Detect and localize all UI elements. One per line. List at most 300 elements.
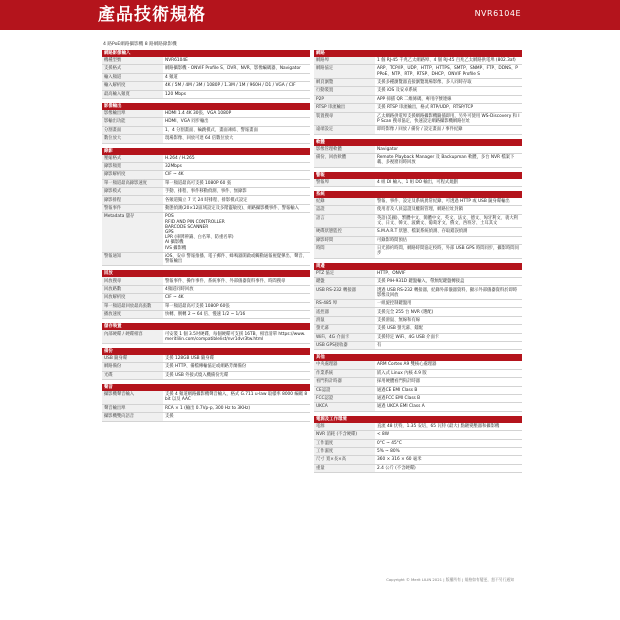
spec-value [163, 286, 310, 293]
header-bar [0, 0, 620, 30]
section-heading: 軟體 [314, 139, 522, 146]
spec-value-line: 動態偵測(20×12區域設定及多階靈敏度)、網路攝影機事件、警報輸入 [165, 205, 299, 211]
spec-row [314, 342, 522, 350]
spec-value-line: 支援特定 WiFi、4G USB 介面卡 [377, 334, 440, 340]
spec-label: 支援格式 [102, 65, 163, 72]
spec-label: 警報通知 [102, 253, 163, 266]
spec-label: 回放搜尋 [102, 277, 163, 284]
spec-row [314, 325, 522, 333]
spec-value [163, 171, 310, 178]
spec-value [375, 456, 522, 463]
spec-value [375, 325, 522, 332]
spec-row [102, 74, 310, 82]
spec-label: 輸入解析度 [102, 82, 163, 89]
spec-label: USB 隨身碟 [102, 355, 163, 362]
spec-value [163, 91, 310, 98]
spec-value-line: ARM Cortex A9 雙核心處理器 [377, 362, 437, 368]
spec-label: 輸入頻道 [102, 74, 163, 81]
section-heading: 儲存裝置 [102, 323, 310, 330]
section-heading: 網路影像輸入 [102, 50, 310, 57]
spec-value [375, 403, 522, 410]
spec-row [102, 196, 310, 204]
spec-label: 螢光幕 [314, 325, 375, 332]
spec-label: 硬碟狀態監控 [314, 228, 375, 235]
spec-value [163, 110, 310, 117]
spec-label: WiFi、4G 介面卡 [314, 334, 375, 341]
spec-section [314, 172, 522, 187]
spec-label: 壓縮格式 [102, 155, 163, 162]
spec-value-line: H.264 / H.265 [165, 155, 195, 161]
spec-row [102, 391, 310, 405]
spec-value [163, 355, 310, 362]
spec-section [314, 263, 522, 351]
spec-value-line: 4頻道同時回放 [165, 286, 194, 292]
spec-value [163, 253, 310, 266]
section-heading: 錄影 [102, 148, 310, 155]
spec-row [314, 278, 522, 286]
section-heading: 其他 [314, 354, 522, 361]
spec-label: 機種型號 [102, 57, 163, 64]
section-heading: 網路 [314, 50, 522, 57]
spec-label: 行動裝置 [314, 87, 375, 94]
spec-value [163, 127, 310, 134]
spec-label: USB RS-232 轉接器 [314, 286, 375, 299]
spec-value-line: 通過 UKCA EMI Class A [377, 404, 425, 410]
spec-label: RTSP 串流輸出 [314, 104, 375, 111]
section-heading: 系統 [314, 191, 522, 198]
spec-value [163, 135, 310, 142]
spec-value-line: 嵌入式 Linux 內核 4.9 版 [377, 370, 427, 376]
spec-value-line: 支援 128GB USB 隨身碟 [165, 356, 214, 362]
spec-value [163, 155, 310, 162]
spec-value [375, 126, 522, 133]
spec-label: 回放解析度 [102, 294, 163, 301]
spec-value [163, 74, 310, 81]
spec-label: 分割畫面 [102, 127, 163, 134]
spec-row [314, 440, 522, 448]
spec-value [375, 179, 522, 186]
spec-row [102, 311, 310, 319]
spec-label: 尺寸 寬×長×高 [314, 456, 375, 463]
spec-row [314, 228, 522, 236]
spec-value-line: 直流 48 伏特，1.35 安培，65 瓦特 (最大) 點鏈變壓器和攝影機 [377, 423, 500, 429]
spec-value-line: ARP、TCP/IP、UDP、HTTP、HTTPS、SMTP、SNMP、FTP、DDNS、PPPoE、NTP、RTP、RTSP、DHCP、ONVIF Profile S [377, 66, 518, 77]
spec-row [314, 65, 522, 79]
spec-section [102, 148, 310, 267]
spec-value [375, 245, 522, 258]
spec-label: P2P [314, 96, 375, 103]
spec-row [314, 146, 522, 154]
spec-row [314, 57, 522, 65]
spec-section [102, 50, 310, 99]
spec-label: 光碟 [102, 372, 163, 379]
spec-label: 電源 [314, 423, 375, 430]
spec-section [102, 348, 310, 380]
spec-value [163, 163, 310, 170]
spec-section [314, 50, 522, 135]
spec-value [163, 277, 310, 284]
spec-value-line: 支援完全 255 台 NVR (選配) [377, 309, 434, 315]
spec-row [102, 188, 310, 196]
spec-value-line: 120 Mbps [165, 91, 186, 97]
spec-value-line: 支援 4 頻道網路攝影機聲音輸入，格式 G.711 u-law 取樣率 8000 編碼 8bit 以及 AAC [165, 392, 308, 403]
spec-value-line: 5% ~ 80% [377, 448, 400, 454]
spec-label: 備份、回放軟體 [314, 154, 375, 167]
spec-section [102, 323, 310, 344]
spec-row [314, 198, 522, 206]
spec-value [375, 448, 522, 455]
spec-row [314, 431, 522, 439]
spec-row [314, 403, 522, 411]
spec-row [314, 361, 522, 369]
spec-value [375, 57, 522, 64]
spec-row [102, 303, 310, 311]
spec-row [314, 87, 522, 95]
spec-value [375, 334, 522, 341]
spec-label: 作業系統 [314, 370, 375, 377]
spec-value-line: NVR6104E [165, 58, 188, 64]
spec-value-line: 現場影像、回放可達 64 倍數位放大 [165, 136, 234, 142]
spec-row [314, 154, 522, 168]
spec-value-line: 英語(美國)、繁體中文、簡體中文、英文、法文、德文、匈牙利文、義大利文、日文、韓文、波蘭文、葡萄牙文、俄文、西班牙、土耳其文 [377, 215, 518, 226]
spec-value-line: 4K / 5M / 4M / 3M / 1080P / 1.3M / 1M / 960H / D1 / VGA / CIF [165, 83, 296, 89]
spec-value-line: 支援多種瀏覽器直接瀏覽現場影像、多人同時存取 [377, 80, 472, 86]
spec-value [375, 79, 522, 86]
spec-row [102, 405, 310, 413]
spec-section [314, 191, 522, 259]
spec-value-line: BARCODE SCANNER [165, 224, 209, 230]
section-heading: 警報 [314, 172, 522, 179]
spec-row [314, 206, 522, 214]
spec-value-line: 可錄影時間預估 [377, 237, 408, 243]
spec-value-line: POS [165, 214, 174, 220]
spec-value [375, 286, 522, 299]
spec-row [102, 180, 310, 188]
spec-value [163, 363, 310, 370]
spec-label: 數位放大 [102, 135, 163, 142]
spec-value-line: 支援 iOS 及安卓系統 [377, 88, 418, 94]
spec-value-line: 0°C ~ 45°C [377, 440, 402, 446]
spec-value-line: CIF ~ 4K [165, 172, 184, 178]
spec-value [375, 87, 522, 94]
spec-label: 時間 [314, 245, 375, 258]
spec-value [375, 228, 522, 235]
spec-value [163, 391, 310, 404]
spec-value-line: 手動、排程、事件移動偵測、事件、無錄影 [165, 189, 247, 195]
spec-label: 滑鼠 [314, 317, 375, 324]
spec-row [314, 215, 522, 229]
spec-label: 影像輸出埠 [102, 110, 163, 117]
spec-value [163, 213, 310, 252]
spec-row [102, 413, 310, 421]
spec-row [314, 387, 522, 395]
spec-row [314, 300, 522, 308]
spec-label: 錄影時間 [314, 237, 375, 244]
spec-value-line: RFID AND PIN CONTROLLER [165, 219, 225, 225]
spec-value-line: 各頻道獨立 7 天 24 時排程、排影模式設定 [165, 197, 248, 203]
spec-value [375, 431, 522, 438]
spec-value-line: 使用者及人員認證及權限管理，網路位址封鎖 [377, 207, 463, 213]
spec-label: 網路協定 [314, 65, 375, 78]
spec-value-line: 支援 USB 外接式燒入機備份光碟 [165, 372, 229, 378]
spec-value [375, 146, 522, 153]
spec-section [102, 384, 310, 421]
spec-value [375, 308, 522, 315]
spec-value [163, 57, 310, 64]
spec-value-line: 乙太網路供電埠支援網路攝影機隨插即用，另外可使用 WS-Discovery 和 IP Scan 搜尋協定，快速設定網路攝影機網路位址 [377, 113, 520, 124]
spec-section [102, 103, 310, 144]
spec-row [102, 355, 310, 363]
spec-row [102, 163, 310, 171]
spec-value [375, 65, 522, 78]
spec-value [375, 237, 522, 244]
spec-value [375, 154, 522, 167]
spec-row [102, 91, 310, 99]
spec-value-line: 32Mbps [165, 164, 182, 169]
spec-label: 鍵盤 [314, 278, 375, 285]
spec-label: 網路備份 [102, 363, 163, 370]
spec-value [163, 65, 310, 72]
spec-value [375, 423, 522, 430]
spec-value [163, 413, 310, 420]
spec-value [375, 104, 522, 111]
spec-value-line: CIF ~ 4K [165, 295, 184, 301]
spec-label: FCC認證 [314, 395, 375, 402]
spec-label: 中央處理器 [314, 361, 375, 368]
spec-label: 攝影機聲音輸入 [102, 391, 163, 404]
spec-value [375, 361, 522, 368]
spec-value-line: 支援 RTSP 串流輸出，格式 RTP/UDP、RTSP/TCP [377, 105, 474, 111]
spec-row [314, 378, 522, 386]
spec-value-line: S.M.A.R.T 狀態、檔案系統偵測、存取錯誤偵測 [377, 229, 468, 235]
spec-label: CE認證 [314, 387, 375, 394]
spec-row [314, 308, 522, 316]
spec-value [163, 188, 310, 195]
spec-row [102, 155, 310, 163]
spec-value-line: 4 頻道 [165, 74, 178, 80]
spec-label: 紀錄 [314, 198, 375, 205]
spec-value-line: < 8W [377, 432, 389, 438]
spec-row [102, 110, 310, 118]
spec-label: 警報事件 [102, 205, 163, 212]
spec-value-line: GPS [165, 229, 174, 235]
spec-label: 網頁瀏覽 [314, 79, 375, 86]
spec-row [314, 286, 522, 300]
spec-value [163, 405, 310, 412]
spec-row [102, 330, 310, 344]
spec-label: 影輸出功能 [102, 118, 163, 125]
spec-row [102, 118, 310, 126]
spec-label: 錄影解析度 [102, 171, 163, 178]
spec-value-line: 支援 USB 螢光幕、鐳配 [377, 326, 423, 332]
spec-row [102, 127, 310, 135]
spec-value-line: 日光節約時間、網路時間協定校時，外部 USB GPS 時間同步，攝影時間同步 [377, 246, 519, 257]
spec-value [163, 196, 310, 203]
spec-row [314, 456, 522, 464]
spec-value [375, 440, 522, 447]
spec-value-line: 1、4 分割畫面、輪跳模式、畫面凍結、警報畫面 [165, 127, 258, 133]
spec-value-line: 支援滑鼠、無線和有線 [377, 317, 420, 323]
spec-value [163, 303, 310, 310]
right-column [314, 50, 522, 477]
spec-row [102, 65, 310, 73]
spec-value-line: 單一頻道最高可支援 1080P 60 張 [165, 180, 232, 186]
spec-row [314, 104, 522, 112]
spec-value-line: 有 [377, 343, 382, 349]
spec-value-line: 採用硬體看門狗計時器 [377, 379, 420, 385]
spec-value [375, 270, 522, 277]
spec-row [314, 79, 522, 87]
spec-value-line: HTTP、ONVIF [377, 270, 406, 276]
footer-copyright: Copyright © Merit LILIN 2021 | 版權所有 | 規格如有變更，恕不另行通知 [386, 577, 514, 582]
spec-label: 回放路數 [102, 286, 163, 293]
spec-row [102, 294, 310, 302]
spec-label: RS-485 埠 [314, 300, 375, 307]
spec-value-line: 360 × 316 × 60 毫米 [377, 457, 422, 463]
spec-value-line: 警報事件、操作事件、系統事件、外部儀器資料事件、時間搜尋 [165, 278, 286, 284]
spec-value-line: 支援 HTTP、備檔傳輸協定或網路芳蘭備份 [165, 364, 247, 370]
spec-value-line: 支援 PIH-931D 鍵盤輸入，帶無配鍵盤轉接盒 [377, 279, 465, 285]
spec-label: 單一頻道最高錄影速度 [102, 180, 163, 187]
spec-row [314, 370, 522, 378]
spec-row [314, 334, 522, 342]
spec-row [314, 126, 522, 134]
spec-label: NVR 消耗 (不含硬碟) [314, 431, 375, 438]
spec-row [314, 270, 522, 278]
spec-value-line: Remote Playback Manager 及 Backupman 軟體，多台 NVR 檔案下載、多視窗同時回放 [377, 155, 515, 166]
spec-value-line: RCA × 1 (輸出 0.7Vp-p, 300 Hz to 3KHz) [165, 405, 251, 411]
page-subtitle: 4 路PoE網路攝影機 8 路網路錄影機 [103, 42, 177, 47]
spec-label: Metadata 儲存 [102, 213, 163, 252]
spec-label: 單一頻道最回放最高張數 [102, 303, 163, 310]
spec-value [375, 378, 522, 385]
spec-value-line: 即時影像 / 回放 / 備份 / 設定畫面 / 事件紀錄 [377, 127, 463, 133]
spec-section [314, 416, 522, 473]
section-heading: 備份 [102, 348, 310, 355]
spec-value-line: 通過FCC EMI Class B [377, 396, 421, 402]
left-column [102, 50, 310, 426]
spec-label: 錄影排程 [102, 196, 163, 203]
spec-value-line: iOS、安卓 警報推播、電子郵件、蜂鳴器開啟或觸動通報視覺彈出、聲音、警報輸出 [165, 253, 307, 265]
spec-value [375, 96, 522, 103]
spec-label: USB GPS接收器 [314, 342, 375, 349]
spec-value [163, 82, 310, 89]
spec-value [163, 205, 310, 212]
spec-row [102, 82, 310, 90]
spec-row [102, 171, 310, 179]
spec-label: 播放速度 [102, 311, 163, 318]
spec-label: 攝影機雙向語音 [102, 413, 163, 420]
section-heading: 聲音 [102, 384, 310, 391]
model-number: NVR6104E [474, 9, 521, 18]
spec-value [163, 372, 310, 379]
spec-value [375, 206, 522, 213]
spec-value-line: 1 個 RJ-45 千兆乙太網路埠、4 個 RJ-45 百兆乙太網路供電埠 (802.3af) [377, 58, 516, 64]
spec-value [375, 395, 522, 402]
spec-label: 網路埠 [314, 57, 375, 64]
spec-row [102, 135, 310, 143]
spec-value [375, 387, 522, 394]
spec-value [375, 215, 522, 228]
spec-label: 重量 [314, 465, 375, 472]
spec-label: UKCA [314, 403, 375, 410]
spec-label: 工作溫度 [314, 440, 375, 447]
spec-value [163, 294, 310, 301]
spec-row [102, 213, 310, 253]
spec-value-line: IVS 攝影機 [165, 245, 187, 251]
spec-section [314, 354, 522, 411]
spec-value-line: 單一頻道最高可支援 1080P 60張 [165, 303, 230, 309]
spec-label: 遠端設定 [314, 126, 375, 133]
spec-label: 警報埠 [314, 179, 375, 186]
spec-label: 錄影模式 [102, 188, 163, 195]
spec-value-line: 快轉、倒轉 2 ~ 64 倍、慢速 1/2 ~ 1/16 [165, 312, 246, 318]
spec-value [375, 198, 522, 205]
spec-value-line: 支援 [165, 414, 174, 420]
spec-row [314, 96, 522, 104]
spec-label: 裝置搜尋 [314, 113, 375, 126]
spec-value [163, 311, 310, 318]
spec-row [314, 448, 522, 456]
section-heading: 電源及工作環境 [314, 416, 522, 423]
spec-row [102, 57, 310, 65]
section-heading: 回放 [102, 270, 310, 277]
spec-label: 最高輸入頻寬 [102, 91, 163, 98]
spec-value [163, 330, 310, 343]
spec-value [375, 278, 522, 285]
spec-row [102, 372, 310, 380]
spec-value [375, 113, 522, 126]
spec-value-line: 2.4 公斤 (不含硬碟) [377, 465, 416, 471]
spec-row [314, 179, 522, 187]
spec-row [314, 245, 522, 259]
spec-value-line: APP 掃描 QR 二維條碼，專用序號連線 [377, 96, 452, 102]
spec-row [102, 286, 310, 294]
spec-value [375, 342, 522, 349]
spec-row [314, 423, 522, 431]
spec-label: 影像管理軟體 [314, 146, 375, 153]
spec-value-line: 通過CE EMI Class B [377, 387, 418, 393]
spec-value [375, 317, 522, 324]
spec-row [102, 277, 310, 285]
spec-row [102, 205, 310, 213]
spec-label: 錄影頻寬 [102, 163, 163, 170]
spec-value-line: AI 攝影機 [165, 240, 184, 246]
spec-value-line: HDMI、VGA 同步輸出 [165, 119, 209, 125]
spec-row [314, 113, 522, 127]
spec-value [163, 118, 310, 125]
spec-value-line: 一組旋控制鍵盤用 [377, 301, 412, 307]
spec-value-line: HDMI 1.4 4K 30張、VGA 1080P [165, 111, 232, 117]
spec-value-line: 4 組 DI 輸入、1 組 DO 輸出，可程式規劃 [377, 179, 458, 185]
spec-label: 認證 [314, 206, 375, 213]
spec-value [163, 180, 310, 187]
page-title: 產品技術規格 [98, 5, 206, 25]
spec-value-line: 可安裝 1 個 3.5吋硬碟、每個硬碟可支援 16TB，相容清單 https://www.meritlilin.com/compatiblelist/nvr1dvr3tw.html [165, 331, 306, 342]
spec-row [314, 395, 522, 403]
spec-value-line: 警報、事件、設定及系統異常紀錄，可透過 HTTP 或 USB 隨身碟輸出 [377, 199, 510, 204]
spec-value [375, 370, 522, 377]
section-heading: 周邊 [314, 263, 522, 270]
spec-label: 遙控器 [314, 308, 375, 315]
spec-row [314, 237, 522, 245]
spec-value-line: 透過 USB RS-232 轉接器，紀錄外部儀器資料，顯示外部儀器資料於即時影像及回放 [377, 287, 518, 298]
spec-label: 內部硬碟 / 硬碟相容 [102, 330, 163, 343]
spec-row [102, 253, 310, 267]
spec-label: 工作濕度 [314, 448, 375, 455]
spec-value-line: Navigator [377, 146, 399, 152]
spec-label: PTZ 協定 [314, 270, 375, 277]
